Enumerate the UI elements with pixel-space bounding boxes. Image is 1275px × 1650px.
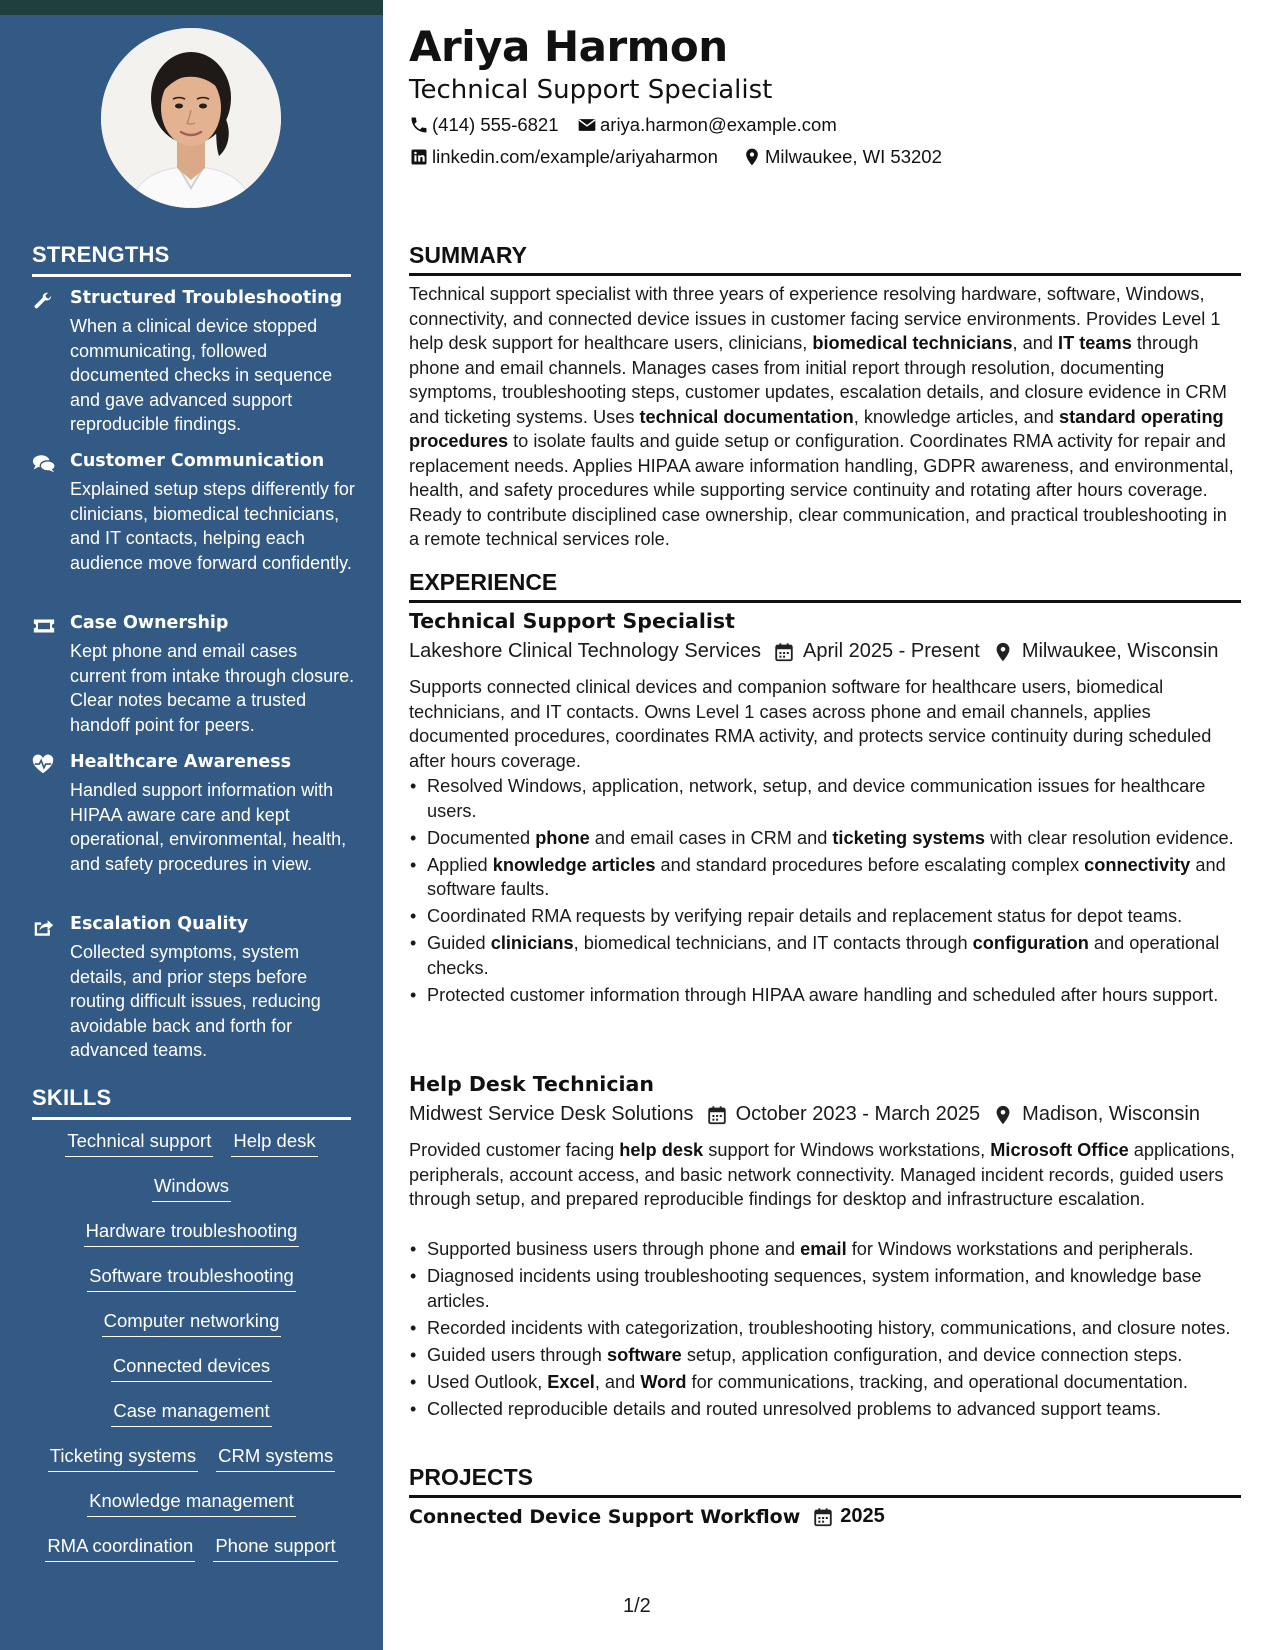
bold-text: clinicians [490,933,574,953]
candidate-role: Technical Support Specialist [409,75,773,105]
job-title: Help Desk Technician [409,1072,654,1096]
text-run: to isolate faults and guide setup or configuration. Coordinates RMA activity for repair and replacement needs. Applies HIPAA aware information handling, GDPR awareness, and environmental, health, and safety procedures while supporting service continuity and rotating after hours coverage. Ready to contribute disciplined case ownership, clear communication, and practical troubleshooting in a remote technical services role. [409,431,1234,549]
profile-photo [101,28,281,208]
text-run: and standard procedures before escalating complex [655,854,1085,875]
bullet-item [409,931,1241,980]
skill-tag: Computer networking [102,1310,282,1337]
heartbeat-icon [32,754,56,776]
job-meta [409,1103,1200,1126]
job-bullets [409,1237,1241,1424]
sidebar [0,0,383,1650]
skill-row [32,1265,351,1310]
skill-tag: Hardware troubleshooting [84,1220,300,1247]
bullet-item [409,853,1241,902]
bullet-item [409,826,1241,851]
bold-text: Word [640,1371,687,1392]
text-run: through phone and email channels. Manages cases from initial report through resolution, documenting symptoms, troubleshooting steps, customer updates, escalation details, and closure evidence in CRM and ticketing systems. Uses [409,333,1227,427]
map-pin-icon [742,147,762,167]
text-run: and email cases in CRM and [589,827,833,848]
text-run: for Windows workstations and peripherals. [846,1239,1194,1259]
text-run: Applied [427,854,493,875]
phone-icon [409,115,429,135]
strength-description: Handled support information with HIPAA aware care and kept operational, environmental, health, and safety procedures in view. [70,780,347,874]
bold-text: technical documentation [639,406,854,427]
strength-description: Kept phone and email cases current from intake through closure. Clear notes became a trusted handoff point for peers. [70,641,355,735]
skill-tag: Windows [152,1175,231,1202]
contact-linkedin [409,146,718,168]
text-run: , and [594,1371,641,1392]
bullet-item [409,1370,1241,1395]
text-run: and operational checks. [427,933,1220,978]
text-run: and software faults. [427,854,1226,899]
location-text: Milwaukee, WI 53202 [765,146,942,167]
job-dates: October 2023 - March 2025 [735,1103,981,1125]
projects-heading: PROJECTS [409,1464,1241,1498]
skill-tag: Knowledge management [87,1490,296,1517]
text-run: Supports connected clinical devices and companion software for healthcare users, biomedical technicians, and IT contacts. Owns Level 1 cases across phone and email channels, applies documented procedures, coordinates RMA activity, and protects service continuity during scheduled after hours coverage. [409,677,1212,771]
calendar-icon [812,1506,834,1528]
skill-tag: Ticketing systems [48,1445,198,1472]
strength-description: When a clinical device stopped communicating, followed documented checks in sequence and gave advanced support reproducible findings. [70,316,333,434]
job-location: Milwaukee, Wisconsin [1021,640,1219,662]
bold-text: help desk [619,1140,704,1160]
project-year: 2025 [840,1505,885,1527]
job-location: Madison, Wisconsin [1022,1103,1200,1125]
calendar-icon [706,1104,728,1126]
job-description [409,1138,1241,1212]
text-run: applications, peripherals, account access, and basic network connectivity. Managed incident records, guided users through setup, and prepared reproducible findings for desktop and infrastructure escalation. [409,1140,1235,1209]
candidate-name: Ariya Harmon [409,22,728,71]
envelope-icon [577,115,597,135]
chat-bubbles-icon [32,453,56,475]
bold-text: Excel [547,1371,595,1392]
project-title: Connected Device Support Workflow [409,1505,801,1528]
bold-text: connectivity [1084,854,1191,875]
strength-title: Customer Communication [70,451,325,471]
page-number: 1/2 [623,1595,651,1617]
summary-heading: SUMMARY [409,242,1241,276]
contact-location [742,146,942,168]
bullet-item [409,1343,1241,1368]
company-name: Midwest Service Desk Solutions [409,1103,694,1125]
bold-text: IT teams [1058,333,1132,353]
skill-tag: Connected devices [111,1355,272,1382]
text-run: Coordinated RMA requests by verifying repair details and replacement status for depot teams. [427,906,1183,926]
strength-title: Structured Troubleshooting [70,288,343,308]
skill-row [32,1175,351,1220]
bullet-item [409,1316,1241,1341]
skills-heading: SKILLS [32,1085,351,1120]
job-dates: April 2025 - Present [803,640,980,662]
strength-title: Escalation Quality [70,914,249,934]
text-run: , and [1012,333,1059,353]
text-run: Provided customer facing [409,1140,620,1160]
wrench-icon [32,290,56,312]
bullet-item [409,983,1241,1008]
job-bullets [409,774,1241,1010]
skill-tag: Help desk [231,1130,317,1157]
bold-text: ticketing systems [832,827,986,848]
bold-text: knowledge articles [492,854,656,875]
strength-description: Explained setup steps differently for clinicians, biomedical technicians, and IT contacts, helping each audience move forward confidently. [70,479,355,573]
bullet-item [409,1237,1241,1262]
bullet-item [409,774,1241,823]
bold-text: software [606,1344,682,1365]
text-run: Used Outlook, [427,1371,548,1392]
text-run: with clear resolution evidence. [985,827,1234,848]
strength-description: Collected symptoms, system details, and prior steps before routing difficult issues, reducing avoidable back and forth for advanced teams. [70,942,321,1060]
skill-row [32,1490,351,1535]
share-icon [32,916,56,938]
linkedin-icon [409,147,429,167]
experience-heading: EXPERIENCE [409,569,1241,603]
skills-list [32,1130,351,1580]
skill-tag: RMA coordination [45,1535,195,1562]
bullet-item [409,1264,1241,1313]
company-name: Lakeshore Clinical Technology Services [409,640,762,662]
skill-row [32,1355,351,1400]
text-run: Supported business users through phone and [427,1239,801,1259]
email-text: ariya.harmon@example.com [600,114,837,135]
skill-row [32,1310,351,1355]
job-title: Technical Support Specialist [409,609,735,633]
text-run: Resolved Windows, application, network, setup, and device communication issues for healthcare users. [427,776,1206,821]
text-run: Recorded incidents with categorization, troubleshooting history, communications, and closure notes. [427,1317,1231,1338]
bullet-item [409,1397,1241,1422]
project-item [409,1505,885,1528]
summary-paragraph [409,282,1241,552]
strength-title: Case Ownership [70,613,229,633]
text-run: Technical support specialist with three years of experience resolving hardware, software, Windows, connectivity, and connected device issues in customer facing service environments. Provides Level 1 help desk support for healthcare users, clinicians, [409,284,1221,353]
skill-tag: Case management [111,1400,271,1427]
text-run: , biomedical technicians, and IT contacts through [573,933,973,953]
text-run: Guided users through [427,1344,607,1365]
phone-text: (414) 555-6821 [432,114,559,135]
skill-row [32,1445,351,1490]
strength-title: Healthcare Awareness [70,752,292,772]
bold-text: Microsoft Office [990,1140,1129,1160]
bold-text: phone [535,827,590,848]
skill-tag: Phone support [213,1535,337,1562]
text-run: Documented [427,827,536,848]
calendar-icon [773,641,795,663]
linkedin-text: linkedin.com/example/ariyaharmon [432,146,718,167]
text-run: Guided [427,933,491,953]
text-run: setup, application configuration, and device connection steps. [681,1344,1183,1365]
skill-row [32,1400,351,1445]
bold-text: email [800,1239,847,1259]
skill-row [32,1535,351,1580]
text-run: , knowledge articles, and [853,406,1059,427]
skill-row [32,1130,351,1175]
bullet-item [409,904,1241,929]
skill-row [32,1220,351,1265]
text-run: for communications, tracking, and operational documentation. [686,1371,1188,1392]
skill-tag: CRM systems [216,1445,335,1472]
job-meta [409,640,1219,663]
text-run: Collected reproducible details and routed unresolved problems to advanced support teams. [427,1398,1162,1419]
contact-phone [409,114,559,136]
text-run: support for Windows workstations, [703,1140,991,1160]
bold-text: biomedical technicians [812,333,1013,353]
map-pin-icon [992,1104,1014,1126]
bold-text: standard operating procedures [409,406,1224,451]
sidebar-top-bar [0,0,383,15]
map-pin-icon [992,641,1014,663]
skill-tag: Software troubleshooting [87,1265,296,1292]
text-run: Protected customer information through HIPAA aware handling and scheduled after hours support. [427,984,1219,1005]
bold-text: configuration [972,933,1089,953]
contact-email [577,114,837,136]
ticket-icon [32,615,56,637]
skill-tag: Technical support [65,1130,213,1157]
text-run: Diagnosed incidents using troubleshooting sequences, system information, and knowledge base articles. [427,1266,1202,1311]
job-description [409,675,1241,773]
strengths-heading: STRENGTHS [32,242,351,277]
